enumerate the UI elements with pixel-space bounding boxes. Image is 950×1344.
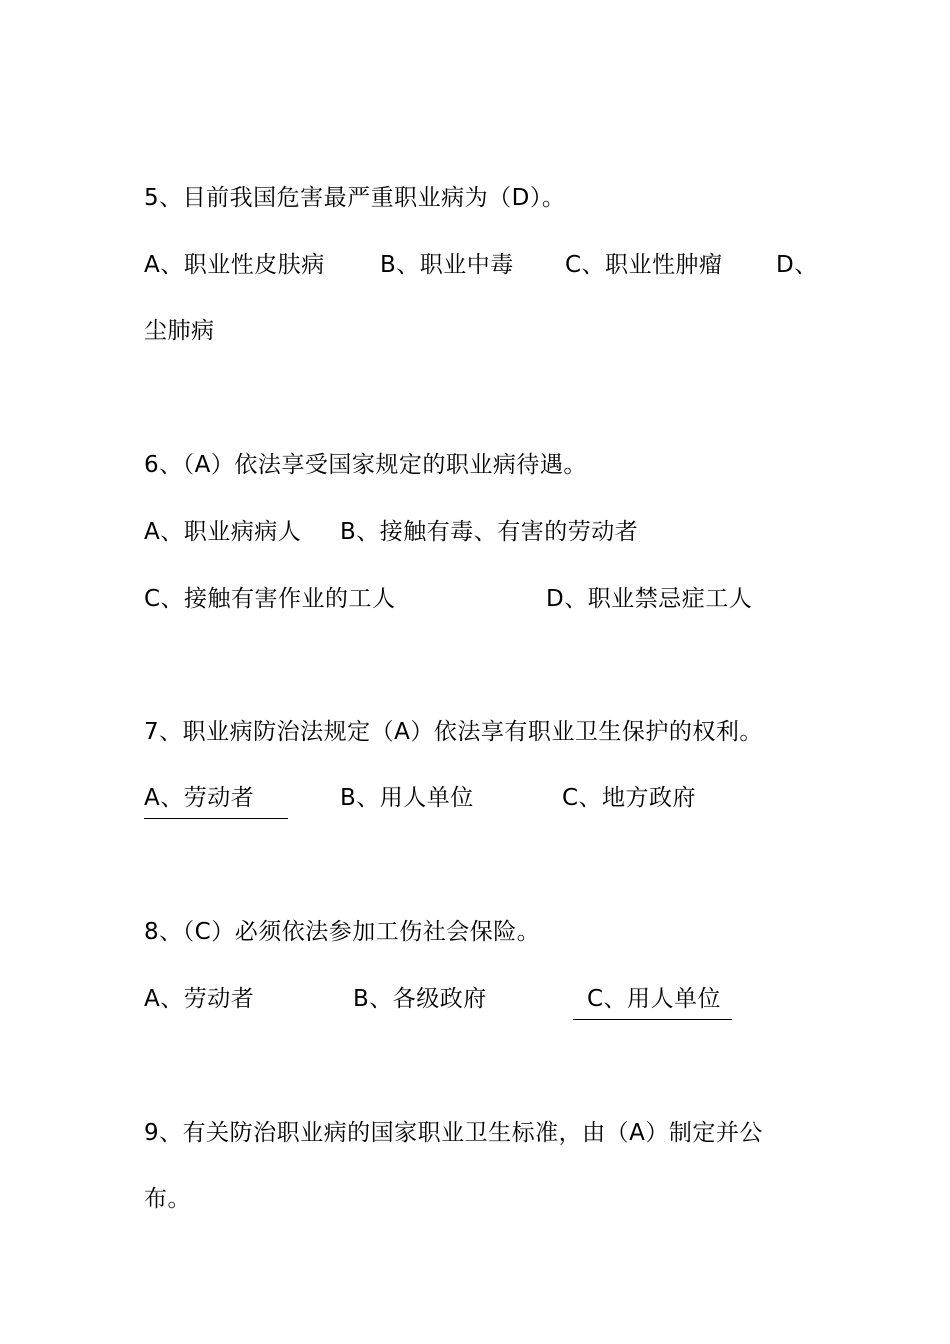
q6-options-row1	[0, 518, 950, 546]
q7-option-c: C、地方政府	[562, 785, 697, 811]
q8-options	[0, 985, 950, 1025]
q8-stem: 8、（C）必须依法参加工伤社会保险。	[144, 919, 541, 945]
q7-option-b: B、用人单位	[340, 785, 474, 811]
q5-options	[0, 251, 950, 279]
q5-stem: 5、目前我国危害最严重职业病为（D）。	[144, 185, 566, 211]
q8-option-a: A、劳动者	[144, 986, 255, 1012]
q7-options	[0, 784, 950, 824]
q6-option-d: D、职业禁忌症工人	[546, 586, 753, 612]
q7-stem: 7、职业病防治法规定（A）依法享有职业卫生保护的权利。	[144, 719, 763, 745]
q6-option-c: C、接触有害作业的工人	[144, 586, 396, 612]
q8-option-c-answer: C、用人单位	[573, 985, 732, 1020]
q7-option-a-answer: A、劳动者	[144, 784, 288, 819]
q9-stem-continued: 布。	[144, 1186, 191, 1212]
q6-stem: 6、（A）依法享受国家规定的职业病待遇。	[144, 452, 587, 478]
q5-option-d-prefix: D、	[776, 252, 818, 278]
q9-stem: 9、有关防治职业病的国家职业卫生标准，由（A）制定并公	[144, 1120, 763, 1146]
q8-option-b: B、各级政府	[353, 986, 487, 1012]
q5-option-b: B、职业中毒	[380, 252, 514, 278]
q6-options-row2	[0, 585, 950, 613]
q6-option-b: B、接触有毒、有害的劳动者	[340, 519, 639, 545]
q5-option-c: C、职业性肿瘤	[565, 252, 723, 278]
q5-option-a: A、职业性皮肤病	[144, 252, 325, 278]
q5-option-d-text: 尘肺病	[144, 318, 215, 344]
q6-option-a: A、职业病病人	[144, 519, 302, 545]
